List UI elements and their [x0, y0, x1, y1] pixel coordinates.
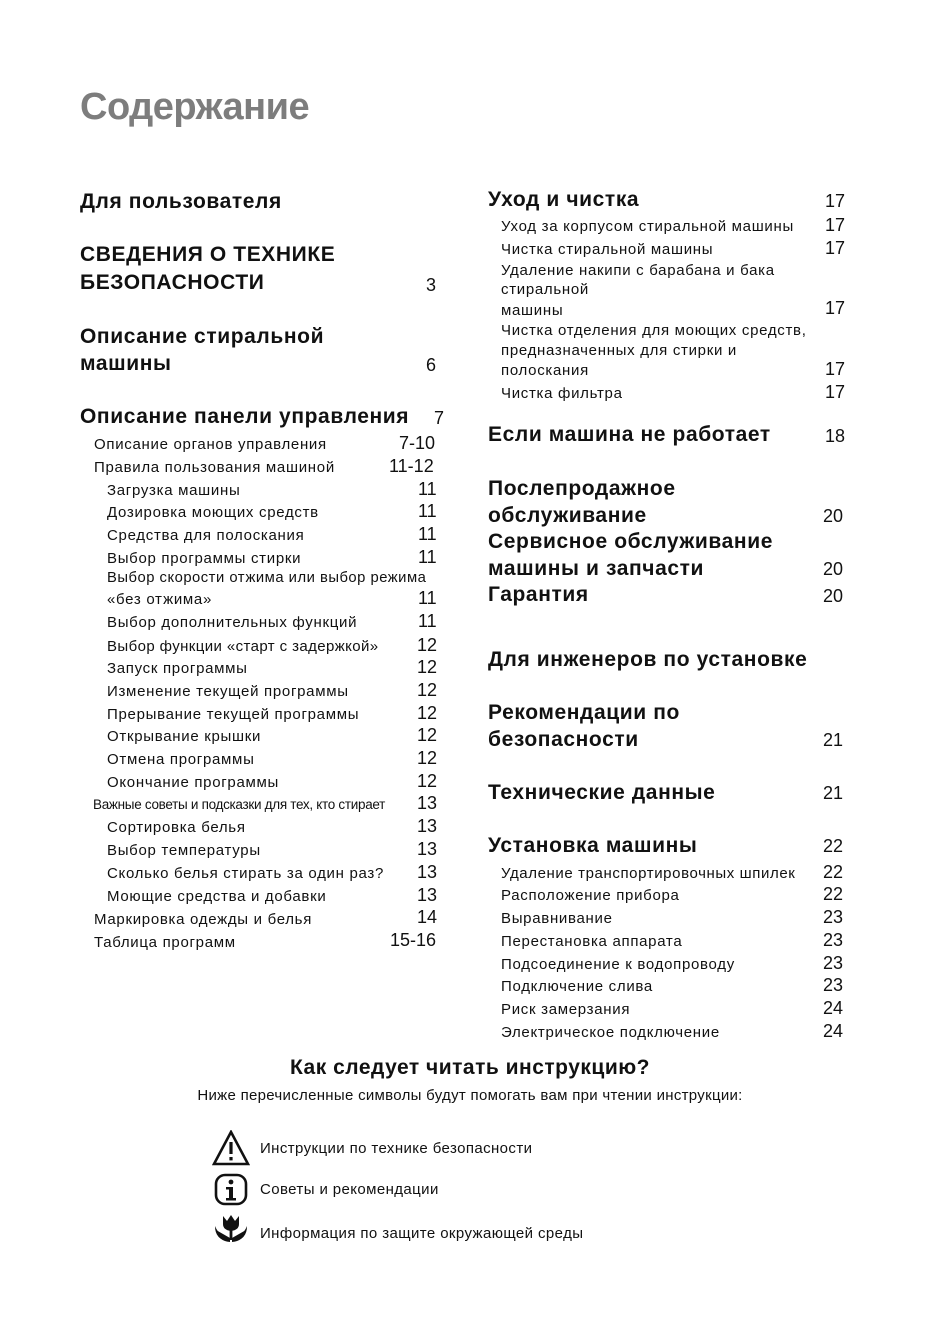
legend-environment-text: Информация по защите окружающей среды	[260, 1225, 584, 1242]
info-icon	[212, 1172, 250, 1208]
section-install-heading: Установка машины	[488, 834, 698, 857]
toc-item-page: 12	[417, 748, 438, 768]
warning-triangle-icon	[212, 1130, 250, 1166]
toc-item-page: 12	[417, 703, 438, 723]
toc-item-label: Дозировка моющих средств	[107, 504, 319, 521]
toc-item-page: 11	[418, 524, 437, 544]
toc-item-label: Запуск программы	[107, 660, 248, 677]
toc-item-label: Правила пользования машиной	[94, 459, 335, 476]
toc-item-label: Выбор программы стирки	[107, 550, 302, 567]
toc-item-label: Удаление накипи с барабана и бака	[501, 262, 775, 279]
section-trouble-page: 18	[825, 426, 846, 446]
section-service-line2: машины и запчасти	[488, 557, 705, 580]
toc-item-page: 22	[823, 862, 844, 882]
toc-item-label: машины	[501, 302, 564, 319]
toc-item-page: 13	[417, 793, 438, 813]
section-panel-heading: Описание панели управления	[80, 405, 410, 428]
section-safety-rec-page: 21	[823, 730, 844, 750]
section-safety-page: 3	[426, 275, 437, 295]
toc-item-label: Выбор функции «старт с задержкой»	[107, 638, 379, 655]
howto-title: Как следует читать инструкцию?	[289, 1056, 650, 1079]
toc-item-page: 11	[418, 547, 437, 567]
section-safety-rec-line2: безопасности	[488, 728, 639, 751]
section-aftersales-page: 20	[823, 506, 844, 526]
toc-item-page: 12	[417, 657, 438, 677]
toc-item-label: «без отжима»	[107, 591, 213, 608]
toc-item-label: Прерывание текущей программы	[107, 706, 360, 723]
toc-item-page: 11	[418, 611, 437, 631]
toc-item-label: Выбор скорости отжима или выбор режима	[107, 570, 427, 586]
toc-item-label: стиральной	[501, 281, 590, 298]
section-panel-page: 7	[434, 408, 445, 428]
toc-item-label: Отмена программы	[107, 751, 255, 768]
toc-item-label: Расположение прибора	[501, 887, 680, 904]
toc-item-label: Удаление транспортировочных шпилек	[501, 865, 796, 882]
toc-item-page: 22	[823, 884, 844, 904]
section-install-page: 22	[823, 836, 844, 856]
section-tech-heading: Технические данные	[488, 781, 716, 804]
toc-item-label: Сортировка белья	[107, 819, 246, 836]
toc-item-page: 17	[825, 215, 846, 235]
toc-item-page: 11	[418, 588, 437, 608]
toc-item-page: 12	[417, 635, 438, 655]
toc-item-label: Выбор дополнительных функций	[107, 614, 358, 631]
section-care-heading: Уход и чистка	[488, 188, 640, 211]
toc-item-page: 17	[825, 238, 846, 258]
section-description-line2: машины	[80, 352, 172, 375]
toc-item-label: Открывание крышки	[107, 728, 262, 745]
environment-tulip-icon	[212, 1214, 250, 1250]
toc-item-label: предназначенных для стирки и	[501, 342, 738, 359]
toc-item-label: Маркировка одежды и белья	[94, 911, 313, 928]
section-safety-rec-line1: Рекомендации по	[488, 701, 680, 724]
toc-item-page: 23	[823, 953, 844, 973]
toc-item-label: Риск замерзания	[501, 1001, 631, 1018]
toc-item-page: 24	[823, 1021, 844, 1041]
toc-item-label: Перестановка аппарата	[501, 933, 683, 950]
section-care-page: 17	[825, 191, 846, 211]
toc-item-label: Изменение текущей программы	[107, 683, 349, 700]
toc-item-label: Чистка фильтра	[501, 385, 623, 402]
toc-item-label: Чистка стиральной машины	[501, 241, 714, 258]
section-safety-line1: СВЕДЕНИЯ О ТЕХНИКЕ	[80, 243, 336, 266]
toc-item-label: Электрическое подключение	[501, 1024, 720, 1041]
page-title: Содержание	[80, 86, 310, 128]
toc-item-label: Выбор температуры	[107, 842, 261, 859]
section-aftersales-line1: Послепродажное	[488, 477, 676, 500]
toc-item-page: 23	[823, 907, 844, 927]
toc-item-page: 17	[825, 359, 846, 379]
toc-item-label: Средства для полоскания	[107, 527, 305, 544]
toc-item-page: 13	[417, 839, 438, 859]
toc-item-page: 17	[825, 382, 846, 402]
section-safety-line2: БЕЗОПАСНОСТИ	[80, 271, 265, 294]
section-description-page: 6	[426, 355, 437, 375]
toc-item-label: Загрузка машины	[107, 482, 241, 499]
toc-item-page: 12	[417, 725, 438, 745]
toc-item-page: 14	[417, 907, 438, 927]
toc-item-page: 7-10	[399, 433, 436, 453]
section-tech-page: 21	[823, 783, 844, 803]
toc-item-page: 13	[417, 862, 438, 882]
toc-item-label: Важные советы и подсказки для тех, кто стирает	[93, 797, 386, 812]
toc-item-page: 15-16	[390, 930, 437, 950]
section-user-heading: Для пользователя	[80, 190, 282, 213]
toc-item-label: Окончание программы	[107, 774, 280, 791]
legend-tips-text: Советы и рекомендации	[260, 1181, 439, 1198]
toc-item-page: 13	[417, 816, 438, 836]
toc-item-label: Уход за корпусом стиральной машины	[501, 218, 794, 235]
section-trouble-heading: Если машина не работает	[488, 423, 771, 446]
toc-item-label: Подсоединение к водопроводу	[501, 956, 735, 973]
toc-item-label: Выравнивание	[501, 910, 613, 927]
toc-item-page: 12	[417, 771, 438, 791]
section-warranty-page: 20	[823, 586, 844, 606]
toc-item-label: Сколько белья стирать за один раз?	[107, 865, 384, 882]
toc-item-page: 11	[418, 501, 437, 521]
legend-safety-text: Инструкции по технике безопасности	[260, 1140, 533, 1157]
toc-item-label: Моющие средства и добавки	[107, 888, 327, 905]
section-engineers-heading: Для инженеров по установке	[488, 648, 808, 671]
section-warranty-heading: Гарантия	[488, 583, 589, 606]
toc-item-label: Подключение слива	[501, 978, 653, 995]
section-aftersales-line2: обслуживание	[488, 504, 647, 527]
howto-subtitle: Ниже перечисленные символы будут помогать вам при чтении инструкции:	[197, 1087, 743, 1104]
toc-item-label: Чистка отделения для моющих средств,	[501, 322, 807, 339]
toc-item-page: 17	[825, 298, 846, 318]
toc-item-page: 24	[823, 998, 844, 1018]
toc-item-page: 12	[417, 680, 438, 700]
section-service-line1: Сервисное обслуживание	[488, 530, 773, 553]
toc-item-page: 11	[418, 479, 437, 499]
toc-item-page: 13	[417, 885, 438, 905]
toc-item-label: полоскания	[501, 362, 589, 379]
toc-item-page: 23	[823, 975, 844, 995]
toc-item-label: Описание органов управления	[94, 436, 327, 453]
toc-item-page: 11-12	[389, 456, 434, 476]
toc-item-label: Таблица программ	[94, 934, 236, 951]
section-service-page: 20	[823, 559, 844, 579]
toc-item-page: 23	[823, 930, 844, 950]
section-description-line1: Описание стиральной	[80, 325, 325, 348]
